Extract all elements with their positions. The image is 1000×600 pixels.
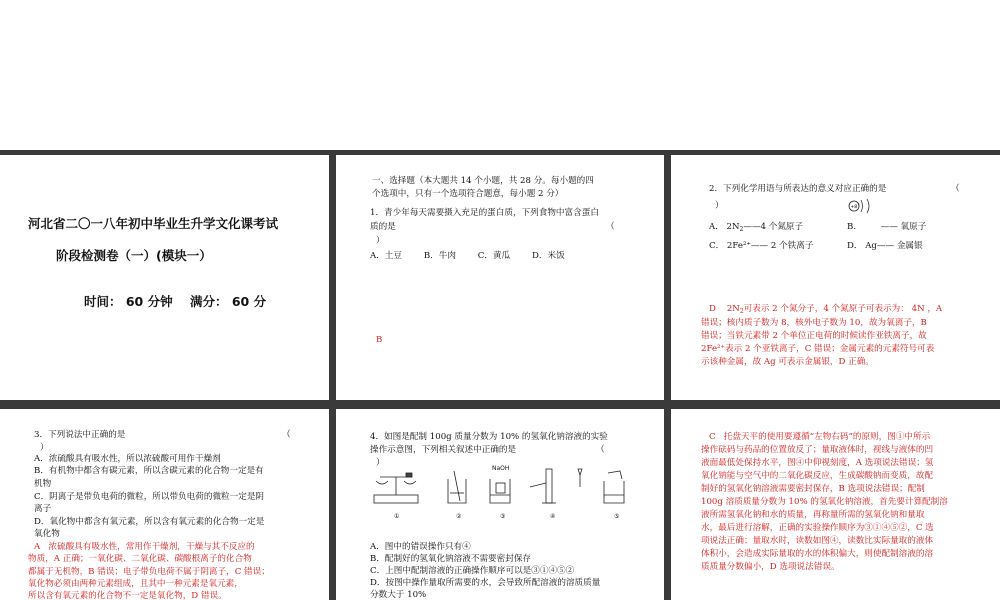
balance-icon <box>374 473 418 503</box>
q3-answer-line4: 氧化物必须由两种元素组成，且其中一种元素是氧元素， <box>28 579 243 589</box>
q2-option-b: B. —— 氧原子 <box>847 222 927 232</box>
q1-paren-open: （ <box>606 222 615 232</box>
q4-answer-line10: 体积小，会造成实际量取的水的体积偏大，则使配制溶液的溶 <box>701 549 934 559</box>
q1-answer: B <box>376 335 383 345</box>
slide-question-2[interactable] <box>671 155 1000 400</box>
q3-answer-line3: 都属于无机物，B 错误；电子带负电荷不属于阴离子，C 错误； <box>28 567 270 577</box>
q4-answer-line4: 氧化钠能与空气中的二氧化碳反应，生成碳酸钠而变质，故配 <box>701 471 934 481</box>
q4-option-a: A．图中的错误操作只有④ <box>370 542 471 552</box>
q2-paren-open: （ <box>951 184 960 194</box>
step-2-label: ② <box>456 513 462 520</box>
step-4-label: ④ <box>550 513 556 520</box>
q3-option-a: A．浓硫酸具有吸水性，所以浓硫酸可用作干燥剂 <box>34 454 221 464</box>
q3-option-d2: 氧化物 <box>34 529 60 539</box>
q4-answer-line1: C 托盘天平的使用要遵循“左物右码”的原则，图①中所示 <box>709 432 931 442</box>
q2-option-a: A． $2N_2——4$ 个氮原子 <box>709 222 804 233</box>
vertical-divider-1 <box>329 150 336 600</box>
q3-paren-close: ） <box>40 443 49 453</box>
vertical-divider-2 <box>664 150 671 600</box>
q4-answer-line8: 水，最后进行溶解，正确的实验操作顺序为③①④⑤②，C 选 <box>701 523 934 533</box>
q2-option-d: D． Ag—— 金属银 <box>847 241 923 251</box>
naoh-label: NaOH <box>492 465 510 472</box>
q3-option-b1: B．有机物中都含有碳元素，所以含碳元素的化合物一定是有 <box>34 466 264 476</box>
q3-answer-line1: A 浓硫酸具有吸水性，常用作干燥剂，干燥与其不反应的 <box>34 542 255 552</box>
slide-answer-4[interactable] <box>671 409 1000 600</box>
slide-question-1[interactable] <box>336 155 664 400</box>
q2-answer-line2: 错误；核内质子数为 8，核外电子数为 10，故为氧离子，B <box>701 318 927 328</box>
oxygen-ion-structure-icon <box>847 197 877 215</box>
q4-paren-close: ） <box>376 458 385 468</box>
q1-line2: 质的是 <box>370 222 396 232</box>
q3-option-c2: 离子 <box>34 504 52 514</box>
q4-paren-open: （ <box>596 445 605 455</box>
step-5-label: ⑤ <box>614 513 620 520</box>
beaker-stirring-icon <box>448 471 466 503</box>
section-header-line2: 个选项中，只有一个选项符合题意，每小题 2 分） <box>372 189 564 199</box>
middle-band <box>0 400 1000 409</box>
step-3-label: ③ <box>500 513 506 520</box>
q4-line2: 操作示意图，下列相关叙述中正确的是 <box>370 445 517 455</box>
dropper-icon <box>578 469 582 487</box>
q3-answer-line5: 所以含有氧元素的化合物不一定是氧化物，D 错误。 <box>28 591 227 600</box>
q3-option-b2: 机物 <box>34 479 52 489</box>
q4-answer-line9: 项说法正确；量取水时，读数如图④，读数比实际量取的液体 <box>701 536 934 546</box>
q4-answer-line11: 质质量分数偏小，D 选项说法错误。 <box>701 562 840 572</box>
q1-line1: 1．青少年每天需要摄入充足的蛋白质，下列食物中富含蛋白 <box>370 208 599 218</box>
q4-answer-line2: 操作砝码与药品的位置放反了；量取液体时，视线与液体的凹 <box>701 445 934 455</box>
q3-answer-line2: 物质，A 正确；一氧化碳、二氧化碳、碳酸根离子的化合物 <box>28 554 252 564</box>
slide-question-4[interactable] <box>336 409 664 600</box>
q4-answer-line5: 制好的氢氧化钠溶液需要密封保存，B 选项说法错误；配制 <box>701 484 925 494</box>
exam-time: 时间： 60 分钟 满分： 60 分 <box>84 294 267 309</box>
section-header-line1: 一、选择题（本大题共 14 个小题，共 28 分。每小题的四 <box>372 176 594 186</box>
q4-option-d2: 分数大于 10% <box>370 590 427 600</box>
q3-option-c1: C．阴离子是带负电荷的微粒，所以带负电荷的微粒一定是阴 <box>34 492 265 502</box>
q4-answer-line6: 100g 溶质质量分数为 10% 的氢氧化钠溶液，首先要计算配制溶 <box>701 497 948 507</box>
slide-title[interactable] <box>0 155 329 400</box>
q2-answer-line4: 2Fe²⁺表示 2 个亚铁离子，C 错误；金属元素的元素符号可表 <box>701 344 935 354</box>
slide-question-3[interactable] <box>0 409 329 600</box>
step-1-label: ① <box>394 513 400 520</box>
measuring-cylinder-icon <box>530 469 556 503</box>
exam-title: 河北省二〇一八年初中毕业生升学文化课考试 <box>28 216 279 231</box>
q3-line1: 3．下列说法中正确的是 <box>34 430 126 440</box>
q4-line1: 4．如图是配制 100g 质量分数为 10% 的氢氧化钠溶液的实验 <box>370 432 608 442</box>
q1-options: A．土豆 B．牛肉 C．黄瓜 D．米饭 <box>370 251 565 261</box>
q3-paren-open: （ <box>282 430 291 440</box>
q2-answer-line5: 示该种金属，故 Ag 可表示金属银，D 正确。 <box>701 357 874 367</box>
svg-text:+8: +8 <box>850 205 858 210</box>
naoh-beaker-icon <box>490 479 510 503</box>
q4-option-c: C．上图中配制溶液的正确操作顺序可以是③①④⑤② <box>370 566 575 576</box>
q2-line1: 2．下列化学用语与所表达的意义对应正确的是 <box>709 184 887 194</box>
q4-answer-line7: 液所需氢氧化钠和水的质量，再称量所需的氢氧化钠和量取 <box>701 510 925 520</box>
q3-option-d1: D．氧化物中都含有氧元素，所以含有氧元素的化合物一定是 <box>34 517 265 527</box>
q2-paren-close: ） <box>715 201 724 211</box>
q2-answer-line1: D $2N_2$可表示 2 个氮分子，4 个氮原子可表示为： 4N ，A <box>709 304 943 315</box>
q1-paren-close: ） <box>376 236 385 246</box>
beaker-pour-icon <box>604 471 624 503</box>
q4-option-d1: D．按图中操作量取所需要的水，会导致所配溶液的溶质质量 <box>370 578 601 588</box>
q2-option-c: C． 2Fe²⁺—— 2 个铁离子 <box>709 241 814 251</box>
exam-subtitle: 阶段检测卷（一）(模块一） <box>56 248 212 263</box>
q4-option-b: B．配制好的氢氧化钠溶液不需要密封保存 <box>370 554 532 564</box>
q4-answer-line3: 液面最低处保持水平，图④中仰视刻度，A 选项说法错误；氢 <box>701 458 934 468</box>
q2-answer-line3: 错误；当铁元素带 2 个单位正电荷的时候读作亚铁离子，故 <box>701 331 927 341</box>
